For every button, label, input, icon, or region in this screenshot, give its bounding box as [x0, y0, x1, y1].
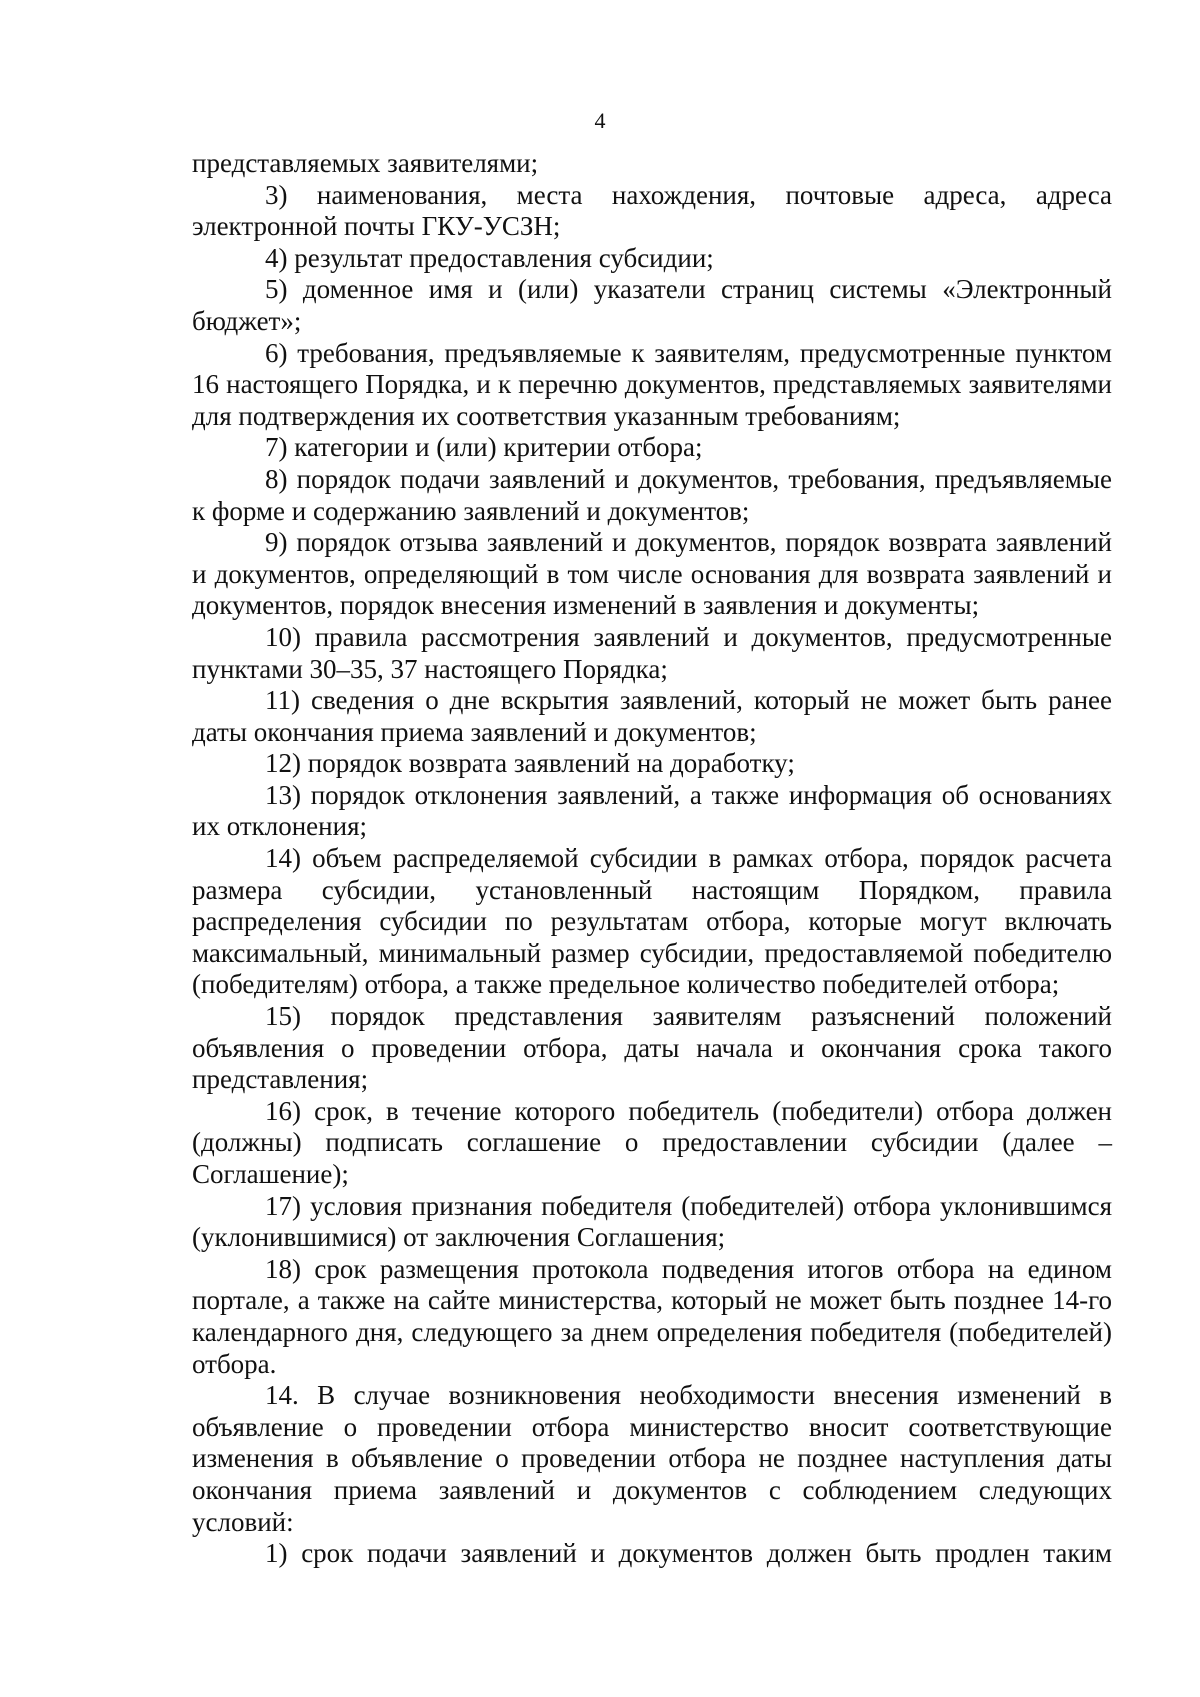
list-item-9: 9) порядок отзыва заявлений и документов, порядок возврата заявлений и документов, определяющий в том числе основания для возврата заявлений и документов, порядок внесения изменений в заявления и документы; — [192, 527, 1112, 621]
list-item-15: 15) порядок представления заявителям разъяснений положений объявления о проведении отбора, даты начала и окончания срока такого представления; — [192, 1001, 1112, 1095]
list-item-3: 3) наименования, места нахождения, почтовые адреса, адреса электронной почты ГКУ-УСЗН; — [192, 179, 1112, 242]
list-item-17: 17) условия признания победителя (победителей) отбора уклонившимся (уклонившимися) от заключения Соглашения; — [192, 1190, 1112, 1253]
list-item-6: 6) требования, предъявляемые к заявителям, предусмотренные пунктом 16 настоящего Порядка, и к перечню документов, представляемых заявителями для подтверждения их соответствия указанным требованиям; — [192, 337, 1112, 431]
list-item-16: 16) срок, в течение которого победитель (победители) отбора должен (должны) подписать соглашение о предоставлении субсидии (далее – Соглашение); — [192, 1095, 1112, 1189]
list-item-12: 12) порядок возврата заявлений на доработку; — [265, 748, 795, 779]
paragraph-continuation: представляемых заявителями; — [192, 148, 539, 178]
subitem-1-continued: 1) срок подачи заявлений и документов должен быть продлен таким — [265, 1538, 1112, 1569]
list-item-10: 10) правила рассмотрения заявлений и документов, предусмотренные пунктами 30–35, 37 настоящего Порядка; — [192, 621, 1112, 684]
list-item-8: 8) порядок подачи заявлений и документов, требования, предъявляемые к форме и содержанию заявлений и документов; — [192, 463, 1112, 526]
page-number: 4 — [594, 108, 606, 133]
list-item-7: 7) категории и (или) критерии отбора; — [265, 432, 703, 463]
list-item-13: 13) порядок отклонения заявлений, а также информация об основаниях их отклонения; — [192, 779, 1112, 842]
list-item-18: 18) срок размещения протокола подведения итогов отбора на едином портале, а также на сайте министерства, который не может быть позднее 14-го календарного дня, следующего за днем определения победителя (победителей) отбора. — [192, 1253, 1112, 1379]
list-item-11: 11) сведения о дне вскрытия заявлений, который не может быть ранее даты окончания приема заявлений и документов; — [192, 685, 1112, 747]
list-item-4: 4) результат предоставления субсидии; — [265, 242, 714, 273]
section-14-paragraph: 14. В случае возникновения необходимости внесения изменений в объявление о проведении отбора министерство вносит соответствующие изменения в объявление о проведении отбора не позднее наступления даты окончания приема заявлений и документов с соблюдением следующих условий: — [192, 1380, 1112, 1537]
list-item-14: 14) объем распределяемой субсидии в рамках отбора, порядок расчета размера субсидии, установленный настоящим Порядком, правила распределения субсидии по результатам отбора, которые могут включать максимальный, минимальный размер субсидии, предоставляемой победителю (победителям) отбора, а также предельное количество победителей отбора; — [192, 843, 1112, 1000]
list-item-5: 5) доменное имя и (или) указатели страниц системы «Электронный бюджет»; — [192, 274, 1112, 336]
document-body — [192, 148, 1112, 1570]
